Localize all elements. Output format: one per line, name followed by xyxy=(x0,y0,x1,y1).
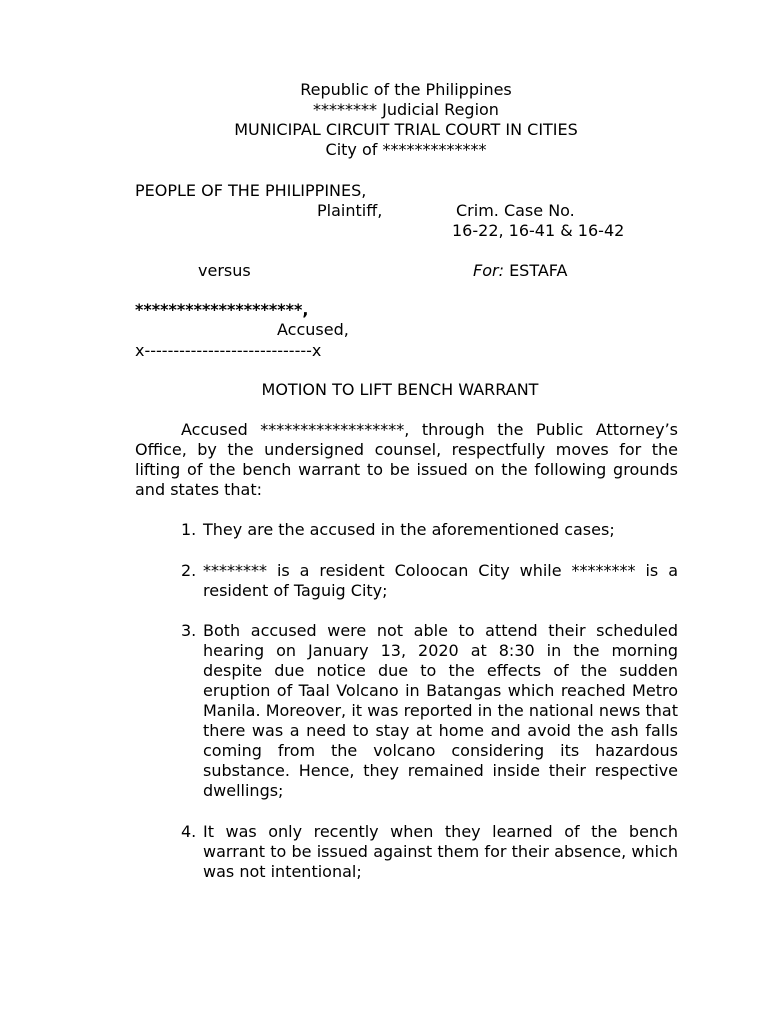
list-item xyxy=(181,822,678,882)
document-title: MOTION TO LIFT BENCH WARRANT xyxy=(261,380,539,399)
accused-role: Accused, xyxy=(277,320,349,339)
caption-separator: x-----------------------------x xyxy=(135,341,322,360)
for-label: For: xyxy=(473,261,504,280)
list-item-number: 3. xyxy=(181,621,197,640)
accused-name: ********************, xyxy=(135,300,309,319)
list-item-text: They are the accused in the aforementioned cases; xyxy=(203,520,615,539)
header-court: MUNICIPAL CIRCUIT TRIAL COURT IN CITIES xyxy=(234,120,578,139)
list-item-text: ******** is a resident Coloocan City while ******** is a resident of Taguig City; xyxy=(203,561,678,600)
list-item xyxy=(181,520,678,540)
list-item-number: 2. xyxy=(181,561,197,580)
intro-lead: Accused xyxy=(181,420,248,439)
list-item-number: 1. xyxy=(181,520,197,539)
case-numbers: 16-22, 16-41 & 16-42 xyxy=(452,221,625,240)
list-item xyxy=(181,561,678,601)
list-item xyxy=(181,621,678,801)
offense-value: ESTAFA xyxy=(509,261,568,280)
intro-text: ******************, through the Public Attorney’s Office, by the undersigned counsel, respectfully moves for the lifting of the bench warrant to be issued on the following grounds and states that: xyxy=(135,420,678,499)
intro-paragraph xyxy=(135,420,678,500)
header-republic: Republic of the Philippines xyxy=(300,80,512,99)
plaintiff-role: Plaintiff, xyxy=(317,201,383,220)
header-city: City of ************* xyxy=(325,140,487,159)
versus-label: versus xyxy=(198,261,251,280)
plaintiff-name: PEOPLE OF THE PHILIPPINES, xyxy=(135,181,367,200)
list-item-text: Both accused were not able to attend their scheduled hearing on January 13, 2020 at 8:30 in the morning despite due notice due to the effects of the sudden eruption of Taal Volcano in Batangas which reached Metro Manila. Moreover, it was reported in the national news that there was a need to stay at home and avoid the ash falls coming from the volcano considering its hazardous substance. Hence, they remained inside their respective dwellings; xyxy=(203,621,678,800)
list-item-text: It was only recently when they learned of the bench warrant to be issued against them for their absence, which was not intentional; xyxy=(203,822,678,881)
case-label: Crim. Case No. xyxy=(456,201,575,220)
offense xyxy=(473,261,567,281)
list-item-number: 4. xyxy=(181,822,197,841)
header-judicial-region: ******** Judicial Region xyxy=(313,100,499,119)
